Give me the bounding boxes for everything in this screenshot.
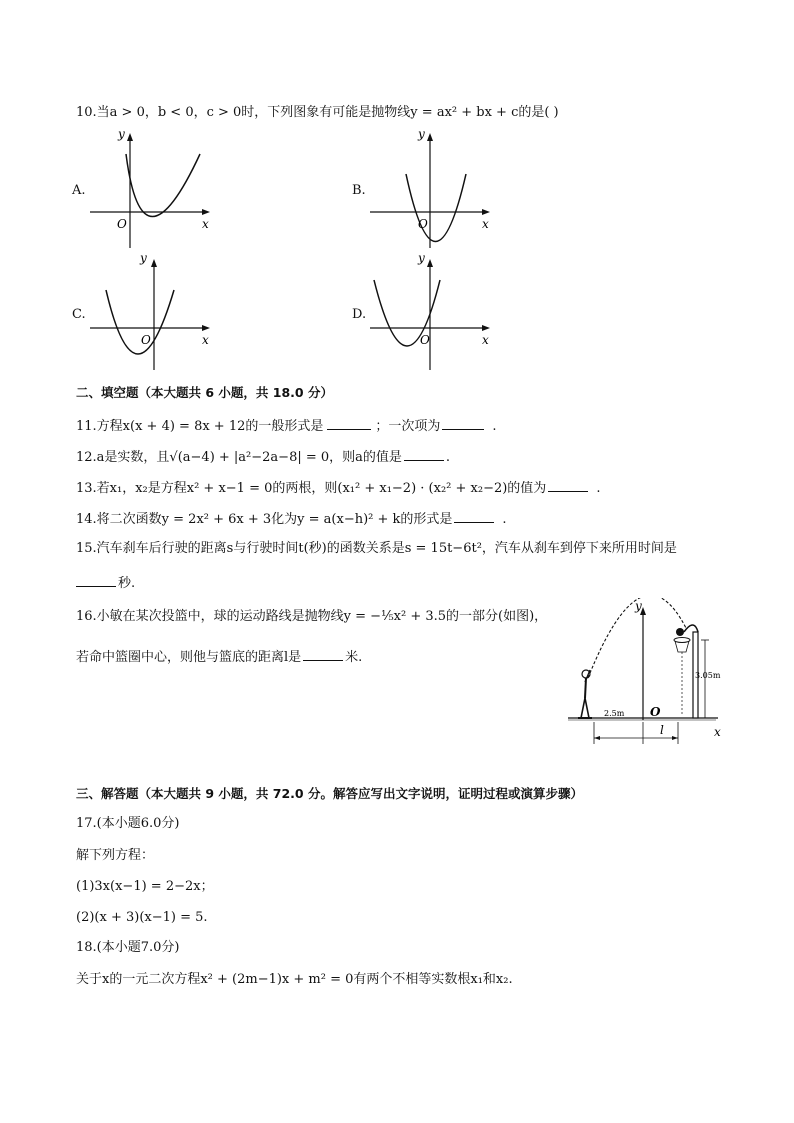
option-a-y-axis-label: y <box>118 127 125 141</box>
option-c-x-axis-label: x <box>202 333 209 347</box>
option-b-y-axis-label: y <box>418 127 425 141</box>
q17-intro: 解下列方程： <box>76 848 155 863</box>
q16-text: 若命中篮圈中心，则他与篮底的距离l是 <box>76 650 302 665</box>
fig-y-label: y <box>635 599 642 613</box>
q17-title: 17.(本小题6.0分) <box>76 816 180 831</box>
q14-end: . <box>502 512 507 527</box>
q11-end: . <box>492 419 497 434</box>
q17-part-2: (2)(x + 3)(x−1) = 5. <box>76 910 208 925</box>
option-a-origin-label: O <box>117 217 127 231</box>
fig-x-label: x <box>714 725 721 739</box>
option-c-origin-label: O <box>141 333 151 347</box>
q11-blank-2[interactable] <box>442 415 484 430</box>
option-d-graph <box>368 250 498 374</box>
option-c-y-axis-label: y <box>140 251 147 265</box>
section-3-heading: 三、解答题（本大题共 9 小题，共 72.0 分。解答应写出文字说明，证明过程或演算步骤） <box>76 786 583 801</box>
option-b-x-axis-label: x <box>482 217 489 231</box>
option-b-label: B. <box>352 183 366 198</box>
option-b-origin-label: O <box>418 217 428 231</box>
option-b-graph <box>368 124 498 252</box>
q11-text: 11.方程x(x + 4) = 8x + 12的一般形式是 <box>76 419 324 434</box>
q12-text: 12.a是实数，且√(a−4) + |a²−2a−8| = 0，则a的值是 <box>76 450 402 465</box>
q12-end: . <box>445 450 451 465</box>
fig-origin-label: O <box>650 705 661 719</box>
q15-line-1: 15.汽车刹车后行驶的距离s与行驶时间t(秒)的函数关系是s = 15t−6t²，汽车从刹车到停下来所用时间是 <box>76 541 677 556</box>
q14-blank[interactable] <box>454 508 494 523</box>
q13-text: 13.若x₁，x₂是方程x² + x−1 = 0的两根，则(x₁² + x₁−2) · (x₂² + x₂−2)的值为 <box>76 481 547 496</box>
option-a-x-axis-label: x <box>202 217 209 231</box>
q16-line-2 <box>76 646 362 667</box>
q17-part-1: (1)3x(x−1) = 2−2x； <box>76 879 214 894</box>
fig-l-label: l <box>660 723 664 737</box>
option-c-graph <box>88 250 218 374</box>
fig-height-label: 3.05m <box>695 671 721 680</box>
q18-title: 18.(本小题7.0分) <box>76 940 180 955</box>
q13-end: . <box>596 481 601 496</box>
section-2-heading: 二、填空题（本大题共 6 小题，共 18.0 分） <box>76 385 333 400</box>
q18-text: 关于x的一元二次方程x² + (2m−1)x + m² = 0有两个不相等实数根x₁和x₂. <box>76 972 513 987</box>
option-d-x-axis-label: x <box>482 333 489 347</box>
q16-line-1: 16.小敏在某次投篮中，球的运动路线是抛物线y = −⅕x² + 3.5的一部分(如图)， <box>76 609 548 624</box>
option-a-graph <box>88 124 218 252</box>
basketball-figure <box>566 598 730 748</box>
q16-blank[interactable] <box>303 646 343 661</box>
q12-blank[interactable] <box>404 446 444 461</box>
q11-blank-1[interactable] <box>327 415 371 430</box>
q13-blank[interactable] <box>548 477 588 492</box>
option-d-label: D. <box>352 307 367 322</box>
q11 <box>76 415 497 436</box>
fig-distance-label: 2.5m <box>604 709 625 718</box>
q11-mid: ；一次项为 <box>375 419 441 434</box>
option-a-label: A. <box>72 183 86 198</box>
q15-line-2 <box>76 572 135 593</box>
q13 <box>76 477 600 498</box>
q14 <box>76 508 507 529</box>
q12 <box>76 446 450 467</box>
q15-end: 秒. <box>118 576 136 591</box>
option-d-y-axis-label: y <box>418 251 425 265</box>
q16-end: 米. <box>345 650 363 665</box>
option-c-label: C. <box>72 307 86 322</box>
q10-stem: 10.当a > 0，b < 0，c > 0时，下列图象有可能是抛物线y = ax² + bx + c的是( ) <box>76 105 559 120</box>
q14-text: 14.将二次函数y = 2x² + 6x + 3化为y = a(x−h)² + k的形式是 <box>76 512 453 527</box>
option-d-origin-label: O <box>420 333 430 347</box>
q15-blank[interactable] <box>76 572 116 587</box>
